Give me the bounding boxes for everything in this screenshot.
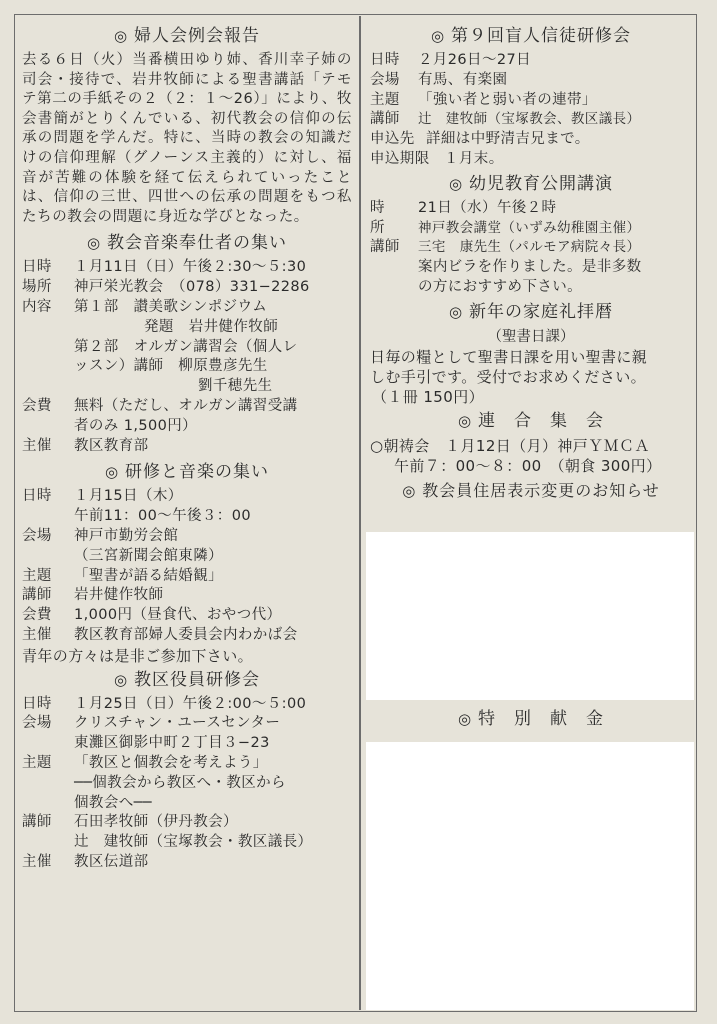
value: ２月26日〜27日	[418, 52, 532, 68]
section-heading	[370, 409, 692, 434]
label: 日時	[22, 488, 52, 505]
label: 講師	[22, 587, 52, 604]
section-heading	[22, 231, 352, 256]
heading-text: 連 合 集 会	[478, 410, 605, 431]
row-deadline	[370, 150, 692, 170]
value: 石田孝牧師（伊丹教会）	[74, 814, 238, 831]
value: 21日（水）午後２時	[418, 199, 557, 216]
heading-text: 幼児教育公開講演	[469, 173, 614, 194]
row-speaker	[370, 110, 692, 130]
row-time	[370, 199, 692, 219]
double-circle-icon: ◎	[113, 27, 129, 45]
redacted-area	[366, 742, 694, 1010]
double-circle-icon: ◎	[430, 27, 446, 45]
row-place	[22, 527, 352, 547]
label: 日時	[22, 695, 52, 712]
label: 会場	[370, 71, 400, 88]
row-date	[22, 258, 352, 278]
section-heading	[370, 707, 692, 732]
double-circle-icon: ◎	[457, 411, 473, 430]
section-address-change	[370, 478, 692, 504]
heading-text: 特 別 献 金	[478, 709, 605, 729]
label: 主催	[22, 854, 52, 871]
label: 時	[370, 199, 385, 216]
section-music-servants	[22, 231, 352, 456]
label: 会場	[22, 527, 52, 544]
label: 会費	[22, 397, 52, 414]
heading-text: 新年の家庭礼拝暦	[469, 301, 614, 322]
value-line: 案内ビラを作りました。是非多数	[418, 259, 642, 276]
label: 内容	[22, 298, 52, 315]
value: １月15日（木）	[74, 488, 183, 505]
right-column	[370, 22, 692, 729]
value: 「強い者と弱い者の連帯」	[418, 91, 597, 108]
heading-text: 教会員住居表示変更のお知らせ	[422, 480, 660, 500]
value-line: 辻 建牧師（宝塚教会・教区議長）	[74, 834, 313, 851]
row-theme	[22, 567, 352, 587]
value: 「教区と個教会を考えよう」	[74, 755, 268, 772]
label: 申込先	[370, 131, 415, 148]
value: 第１部 讃美歌シンポジウム	[74, 298, 268, 315]
value-line: 個教会へ──	[74, 794, 152, 811]
row-speaker	[370, 238, 692, 258]
label: 講師	[22, 814, 52, 831]
row-place	[22, 278, 352, 298]
row-theme	[22, 754, 352, 774]
value-line: 第２部 オルガン講習会（個人レ	[74, 338, 298, 355]
row-speaker	[22, 586, 352, 606]
section-family-worship	[370, 300, 692, 407]
heading-text: 第９回盲人信徒研修会	[451, 26, 632, 46]
subtitle: （聖書日課）	[487, 328, 575, 345]
section-special-offering	[370, 705, 692, 734]
row-content	[22, 298, 352, 318]
value-line: 午前11：00〜午後３：00	[74, 508, 251, 525]
value: 教区伝道部	[74, 854, 149, 871]
value: １月25日（日）午後２:00〜５:00	[74, 695, 307, 712]
note-line: 青年の方々は是非ご参加下さい。	[22, 646, 254, 665]
label: 会費	[22, 607, 52, 624]
row-place	[370, 71, 692, 91]
section-heading	[22, 460, 352, 485]
value: １月末。	[444, 150, 504, 167]
heading-text: 研修と音楽の集い	[125, 462, 270, 483]
row-fee	[22, 397, 352, 417]
value: １月11日（日）午後２:30〜５:30	[74, 259, 307, 276]
label: 主題	[22, 755, 52, 772]
label: 日時	[22, 259, 52, 276]
double-circle-icon: ◎	[86, 234, 102, 253]
row-date	[370, 51, 692, 71]
double-circle-icon: ◎	[113, 670, 129, 689]
value-line: ──個教会から教区へ・教区から	[74, 774, 286, 791]
double-circle-icon: ◎	[448, 174, 464, 193]
value: クリスチャン・ユースセンター	[74, 715, 281, 732]
row-speaker	[22, 813, 352, 833]
section-heading	[370, 300, 692, 325]
section-training-music	[22, 460, 352, 665]
double-circle-icon: ◎	[104, 463, 120, 482]
left-column	[22, 22, 352, 873]
label: 講師	[370, 111, 400, 128]
row-host	[22, 853, 352, 873]
heading-text: 教会音楽奉仕者の集い	[107, 233, 288, 254]
body-line: 日毎の糧として聖書日課を用い聖書に親	[370, 347, 648, 366]
label: 講師	[370, 239, 400, 256]
price-line: （１冊 150円）	[372, 387, 484, 406]
value: 神戸市勤労会館	[74, 527, 179, 544]
double-circle-icon: ◎	[402, 481, 417, 500]
value-line: 東灘区御影中町２丁目３−23	[74, 735, 270, 752]
label: 所	[370, 219, 385, 236]
heading-text: 婦人会例会報告	[134, 26, 261, 46]
section-early-education	[370, 172, 692, 298]
row-fee	[22, 606, 352, 626]
section-heading	[370, 478, 692, 504]
section-heading	[22, 668, 352, 693]
section-officers-training	[22, 668, 352, 873]
value: 無料（ただし、オルガン講習受講	[74, 397, 298, 414]
meeting-line: 午前７：00〜８：00 （朝食 300円）	[394, 456, 662, 475]
label: 会場	[22, 715, 52, 732]
row-apply	[370, 130, 692, 150]
meeting-line: ○朝祷会 １月12日（月）神戸ＹＭＣＡ	[370, 436, 650, 455]
value: 神戸教会講堂（いずみ幼稚園主催）	[418, 219, 641, 236]
section-blind-training	[370, 24, 692, 170]
row-theme	[370, 91, 692, 111]
value: 教区教育部	[74, 437, 149, 454]
section-heading	[370, 172, 692, 197]
heading-text: 教区役員研修会	[134, 669, 261, 690]
value: 教区教育部婦人委員会内わかば会	[74, 626, 298, 643]
row-place	[22, 714, 352, 734]
report-paragraph: 去る６日（火）当番横田ゆり姉、香川幸子姉の司会・接待で、岩井牧師による聖書講話「テモテ第二の手紙その２（２：１〜26）」により、牧会書簡がとりくんでいる、初代教会の信仰の伝承の問題を学んだ。特に、当時の教会の知識だけの信仰理解（グノーンス主義的）に対し、福音が苦難の体験を経て伝えられていったことは、信仰の三世、四世への伝承の問題をもつ私たちの教会の問題に身近な学びとなった。	[22, 52, 352, 225]
value: 三宅 康先生（パルモア病院々長）	[418, 239, 641, 256]
section-joint-meeting	[370, 409, 692, 476]
value: 有馬、有楽園	[418, 71, 508, 88]
label: 主題	[370, 91, 400, 108]
value-line: 者のみ 1,500円）	[74, 417, 198, 434]
value: 神戸栄光教会 （078）331−2286	[74, 279, 310, 296]
label: 主催	[22, 626, 52, 643]
row-date	[22, 695, 352, 715]
label: 主題	[22, 567, 52, 584]
row-place	[370, 219, 692, 239]
section-fujinkai	[22, 24, 352, 227]
body-line: しむ手引です。受付でお求めください。	[370, 367, 647, 386]
label: 申込期限	[370, 150, 430, 167]
section-heading	[22, 24, 352, 49]
value-line: ッスン）講師 柳原豊彦先生	[74, 358, 268, 375]
double-circle-icon: ◎	[457, 710, 473, 728]
value: 岩井健作牧師	[74, 587, 164, 604]
column-divider	[359, 16, 361, 1010]
row-date	[22, 487, 352, 507]
value: 1,000円（昼食代、おやつ代）	[74, 607, 282, 624]
value: 詳細は中野清吉兄まで。	[426, 131, 590, 148]
value-line: 発題 岩井健作牧師	[144, 318, 279, 335]
row-host	[22, 626, 352, 646]
value-line: の方におすすめ下さい。	[418, 278, 583, 295]
value-line: （三宮新聞会館東隣）	[74, 547, 223, 564]
label: 日時	[370, 52, 400, 68]
value: 「聖書が語る結婚観」	[74, 567, 223, 584]
row-host	[22, 437, 352, 457]
double-circle-icon: ◎	[448, 302, 464, 321]
value: 辻 建牧師（宝塚教会、教区議長）	[418, 111, 641, 128]
label: 場所	[22, 279, 52, 296]
section-heading	[370, 24, 692, 49]
label: 主催	[22, 437, 52, 454]
value-line: 劉千穂先生	[198, 378, 273, 395]
redacted-area	[366, 532, 694, 700]
